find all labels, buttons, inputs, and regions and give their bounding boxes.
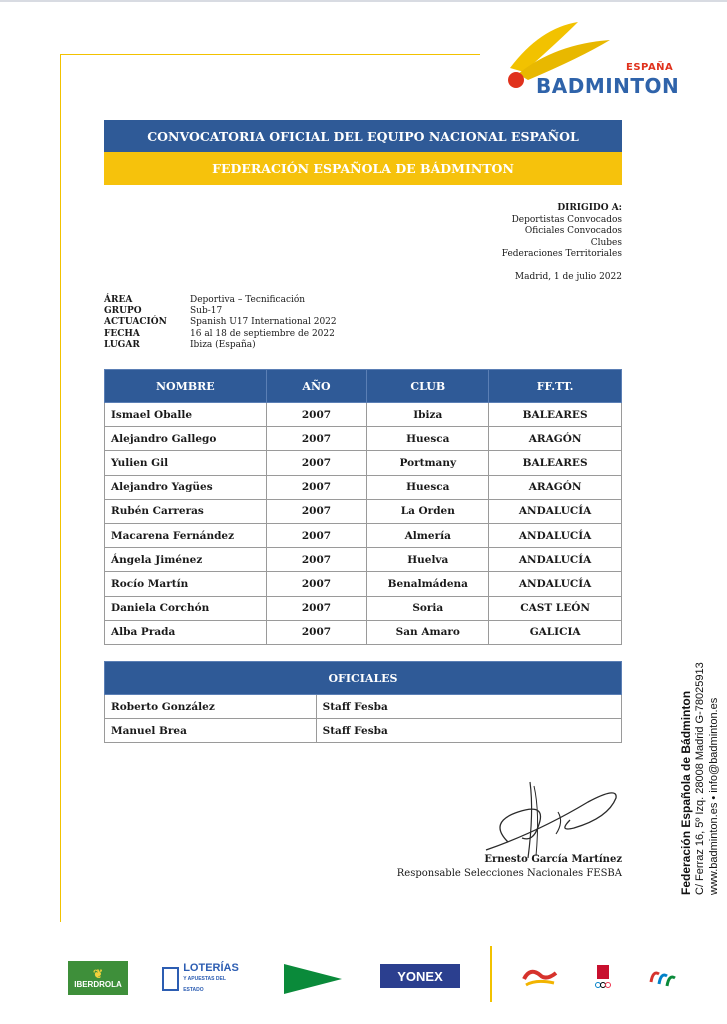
official-row (105, 695, 622, 719)
player-row (105, 548, 622, 572)
info-key: LUGAR (104, 339, 140, 350)
player-federation: ANDALUCÍA (489, 548, 622, 572)
signer-block (397, 853, 622, 881)
event-info-block (104, 295, 337, 351)
yonex-text: YONEX (397, 968, 443, 984)
addressees-block (502, 203, 622, 261)
info-value: Spanish U17 International 2022 (190, 317, 337, 328)
info-row (104, 295, 337, 306)
iberdrola-logo (68, 961, 128, 995)
official-row (105, 719, 622, 743)
info-value: 16 al 18 de septiembre de 2022 (190, 328, 335, 339)
addressees-heading: DIRIGIDO A: (557, 203, 622, 213)
document-date: Madrid, 1 de julio 2022 (514, 272, 622, 282)
official-role: Staff Fesba (316, 695, 621, 719)
logo-country-text: ESPAÑA (626, 62, 674, 73)
player-row (105, 596, 622, 620)
official-name: Manuel Brea (105, 719, 317, 743)
info-row (104, 306, 337, 317)
player-club: Huesca (367, 427, 489, 451)
loterias-text: LOTERÍAS (183, 961, 239, 974)
player-club: Huesca (367, 475, 489, 499)
player-year: 2007 (266, 499, 367, 523)
gold-frame-left (60, 54, 61, 922)
player-year: 2007 (266, 572, 367, 596)
federation-contact-vertical (679, 565, 725, 895)
info-key: FECHA (104, 328, 140, 339)
signature-image (478, 772, 628, 862)
player-row (105, 403, 622, 427)
player-year: 2007 (266, 523, 367, 547)
loterias-logo (162, 961, 244, 994)
loterias-subtext: Y APUESTAS DEL ESTADO (183, 975, 226, 993)
el-corte-ingles-logo (284, 964, 342, 994)
player-year: 2007 (266, 403, 367, 427)
player-federation: ANDALUCÍA (489, 572, 622, 596)
officials-table-header (105, 662, 622, 695)
player-row (105, 499, 622, 523)
players-table (104, 369, 622, 645)
player-federation: ARAGÓN (489, 427, 622, 451)
player-row (105, 523, 622, 547)
signer-name: Ernesto García Martínez (484, 854, 622, 865)
paralympic-committee-logo (636, 958, 688, 998)
banner-title: CONVOCATORIA OFICIAL DEL EQUIPO NACIONAL ESPAÑOL (104, 120, 622, 152)
info-row (104, 329, 337, 340)
csd-swoosh-icon (520, 965, 560, 989)
info-value: Sub-17 (190, 306, 223, 317)
gold-frame-top (60, 54, 480, 55)
player-year: 2007 (266, 427, 367, 451)
player-club: Huelva (367, 548, 489, 572)
player-name: Daniela Corchón (105, 596, 267, 620)
player-year: 2007 (266, 475, 367, 499)
leaf-icon: ❦ (92, 966, 104, 981)
header-nombre: NOMBRE (105, 370, 267, 403)
player-year: 2007 (266, 596, 367, 620)
player-year: 2007 (266, 620, 367, 644)
info-value: Ibiza (España) (190, 339, 256, 350)
player-row (105, 620, 622, 644)
player-federation: ANDALUCÍA (489, 523, 622, 547)
official-role: Staff Fesba (316, 719, 621, 743)
player-federation: ARAGÓN (489, 475, 622, 499)
player-year: 2007 (266, 548, 367, 572)
player-federation: BALEARES (489, 451, 622, 475)
header-oficiales: OFICIALES (105, 662, 622, 695)
paralympic-agitos-icon (647, 966, 677, 990)
header-fftt: FF.TT. (489, 370, 622, 403)
signer-role: Responsable Selecciones Nacionales FESBA (396, 868, 622, 879)
addressee-line: Oficiales Convocados (524, 226, 622, 237)
addressee-line: Federaciones Territoriales (501, 249, 622, 260)
contact-address: C/ Ferraz 16, 5º Izq. 28008 Madrid G-78025913 (694, 662, 706, 895)
player-row (105, 475, 622, 499)
player-name: Rocío Martín (105, 572, 267, 596)
player-club: Almería (367, 523, 489, 547)
olympic-rings-icon (593, 965, 613, 991)
top-border-line (0, 0, 727, 2)
player-club: La Orden (367, 499, 489, 523)
player-federation: CAST LEÓN (489, 596, 622, 620)
player-club: Portmany (367, 451, 489, 475)
badminton-espana-logo (500, 18, 680, 102)
player-federation: ANDALUCÍA (489, 499, 622, 523)
player-club: Soria (367, 596, 489, 620)
addressee-line: Deportistas Convocados (511, 214, 622, 225)
player-club: San Amaro (367, 620, 489, 644)
logo-brand-text: BADMINTON (536, 74, 680, 98)
players-table-header (105, 370, 622, 403)
addressee-line: Clubes (590, 237, 622, 248)
info-key: GRUPO (104, 306, 142, 317)
player-row (105, 427, 622, 451)
player-name: Alejandro Yagües (105, 475, 267, 499)
player-federation: BALEARES (489, 403, 622, 427)
header-ano: AÑO (266, 370, 367, 403)
olympic-committee-logo (592, 958, 614, 998)
sponsors-bar (0, 940, 727, 1010)
loterias-box-icon (162, 967, 179, 991)
player-name: Yulien Gil (105, 451, 267, 475)
player-federation: GALICIA (489, 620, 622, 644)
csd-logo (506, 962, 574, 992)
player-club: Ibiza (367, 403, 489, 427)
player-year: 2007 (266, 451, 367, 475)
sponsors-divider (490, 946, 492, 1002)
banner-subtitle: FEDERACIÓN ESPAÑOLA DE BÁDMINTON (104, 152, 622, 185)
player-name: Alba Prada (105, 620, 267, 644)
contact-org: Federación Española de Bádminton (679, 690, 693, 895)
header-club: CLUB (367, 370, 489, 403)
officials-table (104, 661, 622, 743)
yonex-logo (380, 964, 460, 988)
player-name: Macarena Fernández (105, 523, 267, 547)
official-name: Roberto González (105, 695, 317, 719)
info-row (104, 340, 337, 351)
info-row (104, 317, 337, 328)
player-name: Rubén Carreras (105, 499, 267, 523)
iberdrola-text: IBERDROLA (74, 979, 122, 989)
info-value: Deportiva – Tecnificación (190, 295, 306, 305)
player-row (105, 572, 622, 596)
info-key: ACTUACIÓN (104, 317, 167, 328)
player-row (105, 451, 622, 475)
player-name: Alejandro Gallego (105, 427, 267, 451)
player-name: Ismael Oballe (105, 403, 267, 427)
player-name: Ángela Jiménez (105, 548, 267, 572)
eci-triangle-icon (284, 964, 342, 994)
player-club: Benalmádena (367, 572, 489, 596)
info-key: ÁREA (104, 295, 133, 305)
contact-web: www.badminton.es • info@badminton.es (708, 697, 720, 895)
